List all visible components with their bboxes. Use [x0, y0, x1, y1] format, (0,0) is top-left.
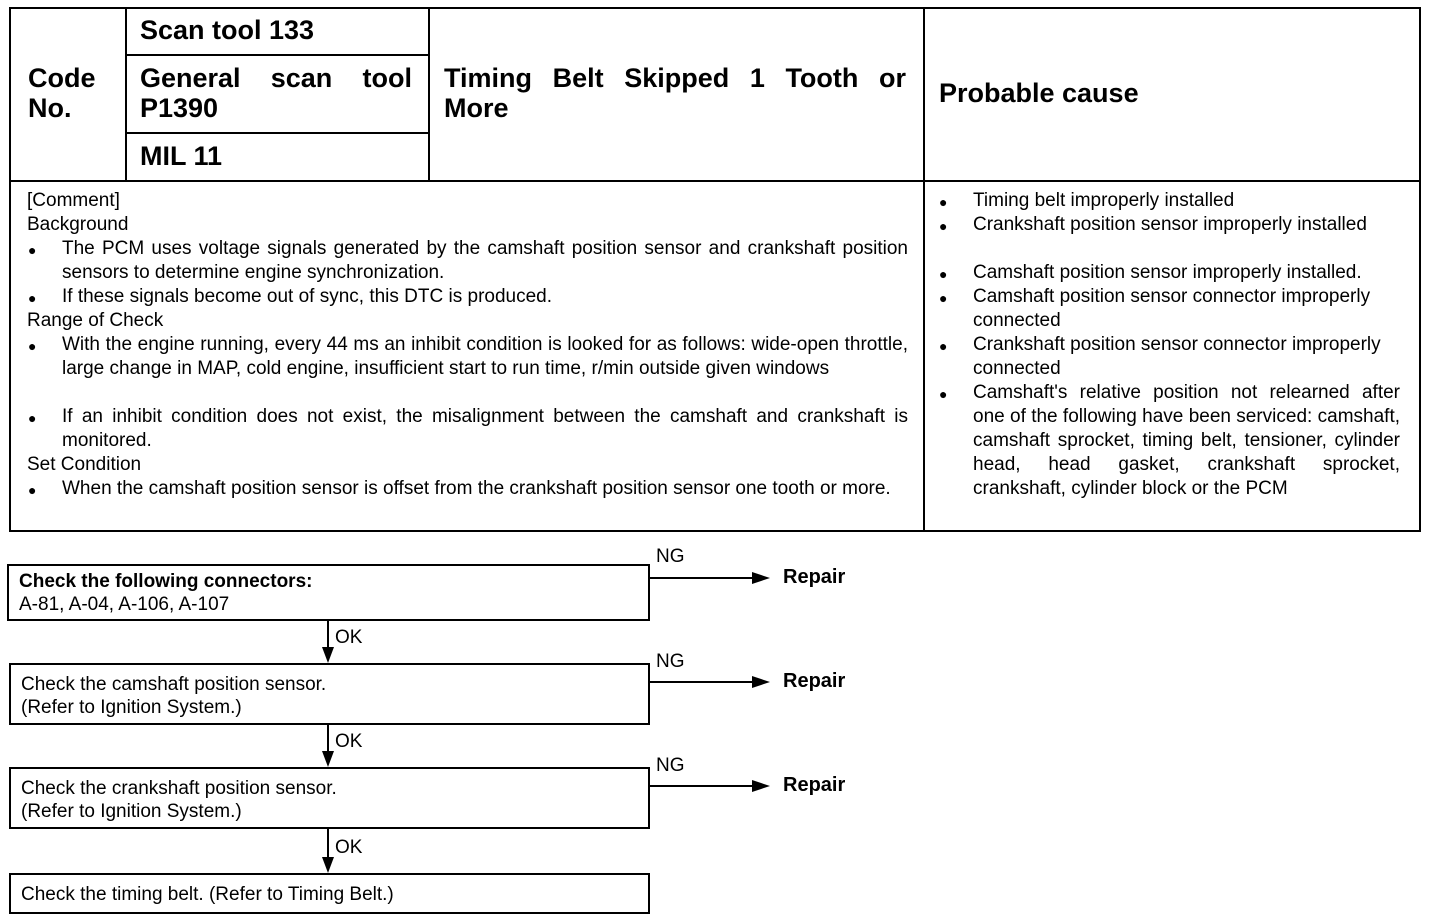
- arrow-down-icon: [321, 857, 335, 873]
- step-text: (Refer to Ignition System.): [21, 801, 242, 822]
- step-text: Check the camshaft position sensor.: [21, 674, 327, 695]
- ok-label: OK: [335, 837, 363, 858]
- step-check-camshaft-sensor: [9, 663, 650, 725]
- ng-label: NG: [656, 755, 685, 776]
- step-check-crankshaft-sensor: [9, 767, 650, 829]
- comment-label: [Comment]: [27, 190, 120, 211]
- step-text: (Refer to Ignition System.): [21, 697, 242, 718]
- step-text: Check the timing belt. (Refer to Timing Belt.): [21, 884, 394, 905]
- step-text: Check the crankshaft position sensor.: [21, 778, 337, 799]
- step-check-timing-belt: [9, 873, 650, 914]
- ng-label: NG: [656, 651, 685, 672]
- mil-code: MIL 11: [140, 141, 223, 171]
- repair-label: Repair: [783, 774, 846, 796]
- step-check-connectors: [7, 564, 650, 621]
- set-item: ● When the camshaft position sensor is offset from the crankshaft position sensor one tooth or more.: [62, 477, 908, 501]
- background-label: Background: [27, 214, 129, 235]
- step-text: Check the following connectors:: [19, 571, 313, 592]
- arrow-right-icon: [752, 571, 770, 585]
- cause-item: ● Camshaft's relative position not relearned after one of the following have been serviced: camshaft, camshaft sprocket, timing belt, tensioner, cylinder head, head gasket, crankshaft sprocket, crankshaft, cylinder block or the PCM: [973, 381, 1400, 501]
- set-label: Set Condition: [27, 454, 142, 475]
- arrow-right-icon: [752, 779, 770, 793]
- background-item: ● The PCM uses voltage signals generated by the camshaft position sensor and crankshaft position sensors to determine engine synchronization.: [62, 237, 908, 285]
- probable-cause-header: Probable cause: [939, 78, 1139, 108]
- ok-label: OK: [335, 731, 363, 752]
- scan-tool-code: Scan tool 133: [140, 15, 315, 45]
- cause-item: ● Crankshaft position sensor connector improperly connected: [973, 333, 1400, 381]
- dtc-title: Timing Belt Skipped 1 Tooth or More: [444, 63, 906, 123]
- range-label: Range of Check: [27, 310, 164, 331]
- code-no-header: Code No.: [28, 63, 96, 123]
- cause-item: ● Camshaft position sensor connector improperly connected: [973, 285, 1400, 333]
- range-item: ● With the engine running, every 44 ms an inhibit condition is looked for as follows: wide-open throttle, large change in MAP, cold engine, insufficient start to run time, r/min outside given windows: [62, 333, 908, 381]
- cause-item: ● Timing belt improperly installed: [973, 189, 1400, 213]
- repair-label: Repair: [783, 670, 846, 692]
- arrow-down-icon: [321, 647, 335, 663]
- cause-item: ● Camshaft position sensor improperly installed.: [973, 261, 1400, 285]
- arrow-right-icon: [752, 675, 770, 689]
- general-scan-tool-code: General scan tool P1390: [140, 63, 412, 123]
- ng-label: NG: [656, 546, 685, 567]
- step-text: A-81, A-04, A-106, A-107: [19, 594, 230, 615]
- arrow-down-icon: [321, 751, 335, 767]
- range-item: ● If an inhibit condition does not exist, the misalignment between the camshaft and crankshaft is monitored.: [62, 405, 908, 453]
- ok-label: OK: [335, 627, 363, 648]
- cause-item: ● Crankshaft position sensor improperly installed: [973, 213, 1400, 237]
- background-item: ● If these signals become out of sync, this DTC is produced.: [62, 285, 908, 309]
- repair-label: Repair: [783, 566, 846, 588]
